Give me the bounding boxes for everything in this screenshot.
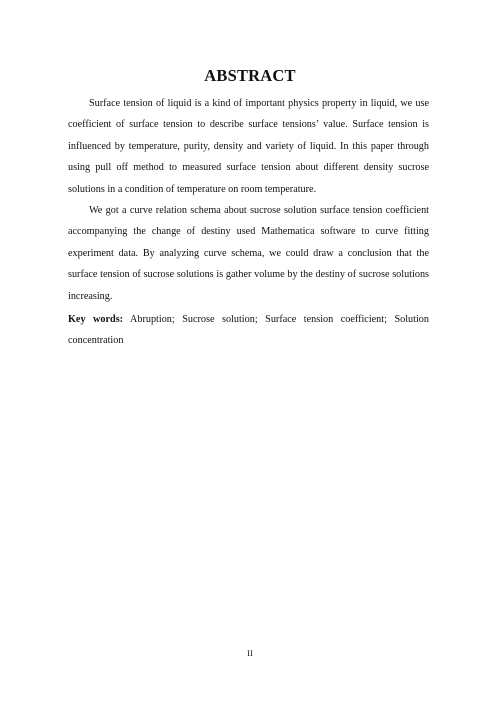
abstract-paragraph-1: Surface tension of liquid is a kind of important physics property in liquid, we use coefficient of surface tension to describe surface tensions’ value. Surface tension is influenced by temperature, purity, density and variety of liquid. In this paper through using pull off method to measured surface tension about different density sucrose solutions in a condition of temperature on room temperature. — [68, 98, 429, 195]
keywords-list: Abruption; Sucrose solution; Surface tension coefficient; Solution concentration — [68, 314, 429, 347]
abstract-paragraph-2: We got a curve relation schema about sucrose solution surface tension coefficient accompanying the change of destiny used Mathematica software to curve fitting experiment data. By analyzing curve schema, we could draw a conclusion that the surface tension of sucrose solutions is gather volume by the destiny of sucrose solutions increasing. — [68, 205, 429, 302]
abstract-body — [68, 93, 429, 307]
keywords-separator: : — [119, 314, 124, 325]
abstract-title: ABSTRACT — [204, 66, 296, 85]
page-number: II — [247, 648, 253, 658]
keywords-section — [68, 309, 429, 352]
keywords-label: Key words — [68, 314, 120, 325]
